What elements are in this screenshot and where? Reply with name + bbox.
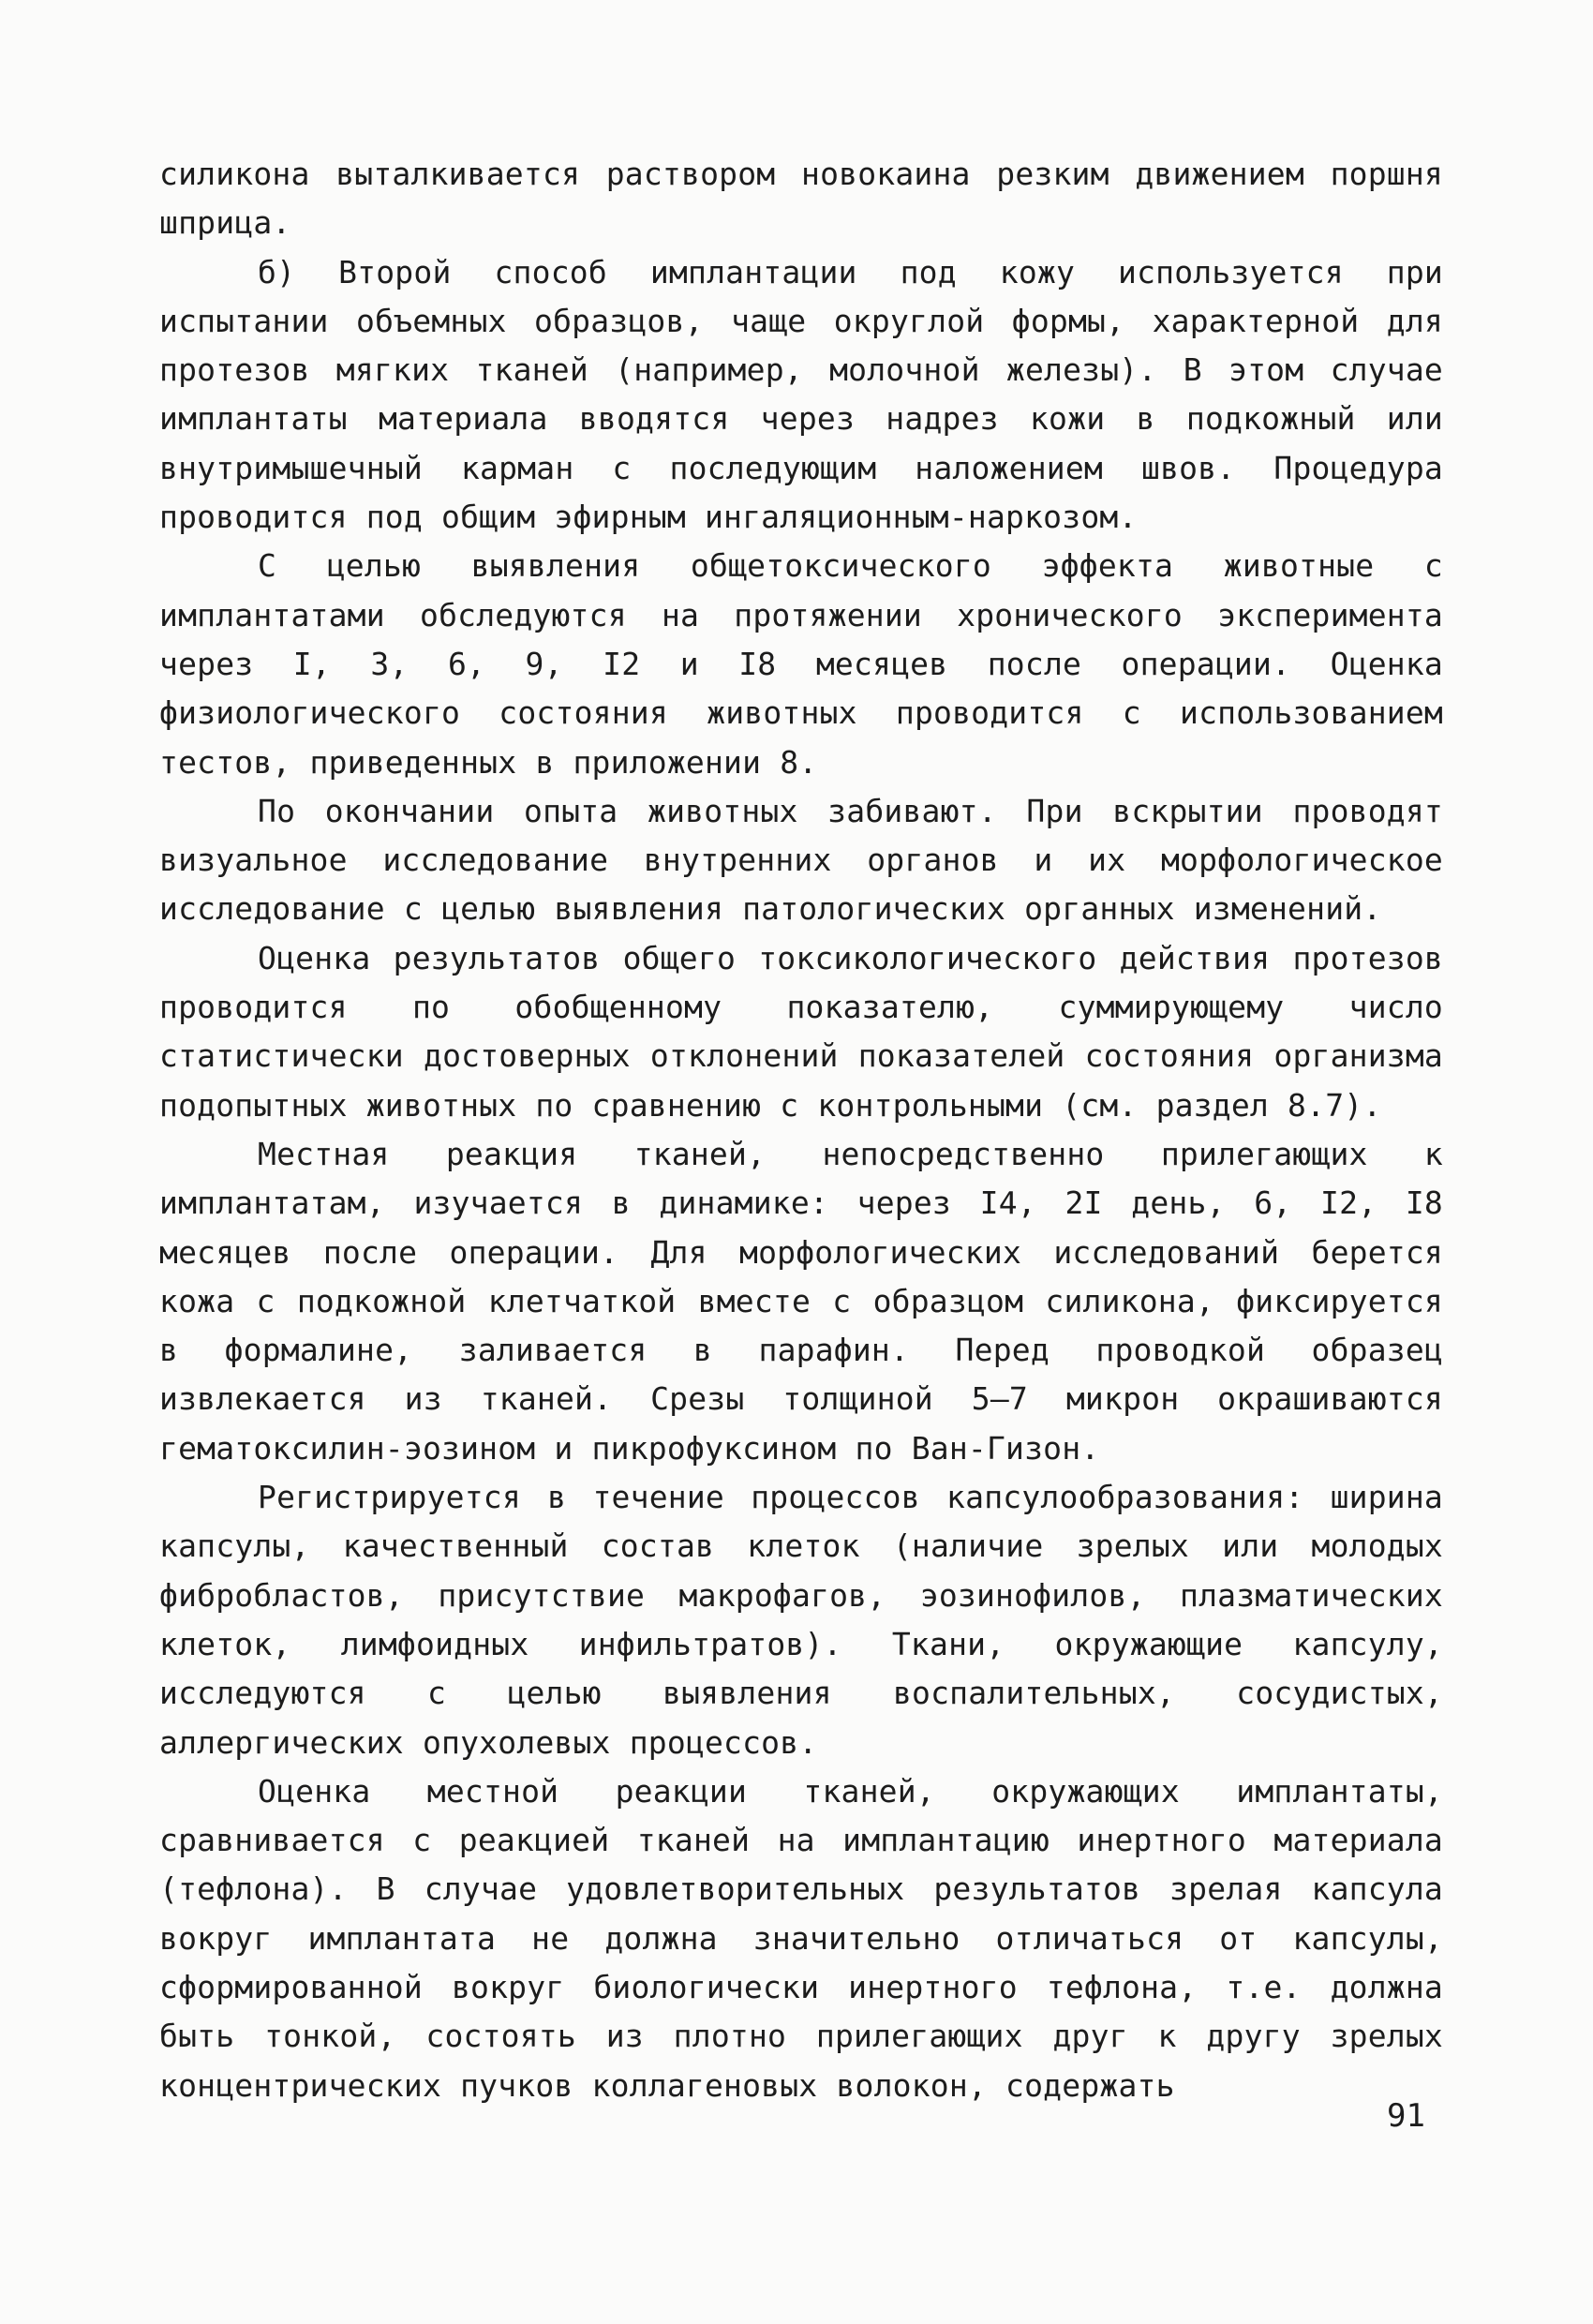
body-text — [159, 150, 1443, 2110]
paragraph-toxicological-evaluation: Оценка результатов общего токсикологического действия протезов проводится по обобщенному показателю, суммирующему число статистически достоверных отклонений показателей состояния организма подопытных животных по сравнению с контрольными (см. раздел 8.7). — [159, 939, 1443, 1124]
paragraph-local-reaction: Местная реакция тканей, непосредственно прилегающих к имплантатам, изучается в динамике: через I4, 2I день, 6, I2, I8 месяцев после операции. Для морфологических исследований берется кожа с подкожной клетчаткой вместе с образцом силикона, фиксируется в формалине, заливается в парафин. Перед проводкой образец извлекается из тканей. Срезы толщиной 5–7 микрон окрашиваются гематоксилин-эозином и пикрофуксином по Ван-Гизон. — [159, 1135, 1443, 1467]
paragraph-capsule-registration: Регистрируется в течение процессов капсулообразования: ширина капсулы, качественный состав клеток (наличие зрелых или молодых фибробластов, присутствие макрофагов, эозинофилов, плазматических клеток, лимфоидных инфильтратов). Ткани, окружающие капсулу, исследуются с целью выявления воспалительных, сосудистых, аллергических опухолевых процессов. — [159, 1479, 1443, 1761]
paragraph-continuation: силикона выталкивается раствором новокаина резким движением поршня шприца. — [159, 156, 1443, 242]
paragraph-local-reaction-evaluation: Оценка местной реакции тканей, окружающих имплантаты, сравнивается с реакцией тканей на имплантацию инертного материала (тефлона). В случае удовлетворительных результатов зрелая капсула вокруг имплантата не должна значительно отличаться от капсулы, сформированной вокруг биологически инертного тефлона, т.е. должна быть тонкой, состоять из плотно прилегающих друг к другу зрелых концентрических пучков коллагеновых волокон, содержать — [159, 1772, 1443, 2104]
paragraph-general-toxic-effect: С целью выявления общетоксического эффекта животные с имплантатами обследуются на протяжении хронического эксперимента через I, 3, 6, 9, I2 и I8 месяцев после операции. Оценка физиологического состояния животных проводится с использованием тестов, приведенных в приложении 8. — [159, 547, 1443, 781]
paragraph-end-of-experiment: По окончании опыта животных забивают. При вскрытии проводят визуальное исследование внутренних органов и их морфологическое исследование с целью выявления патологических органных изменений. — [159, 792, 1443, 928]
page-number: 91 — [1387, 2097, 1425, 2135]
paragraph-second-method: б) Второй способ имплантации под кожу используется при испытании объемных образцов, чаще округлой формы, характерной для протезов мягких тканей (например, молочной железы). В этом случае имплантаты материала вводятся через надрез кожи в подкожный или внутримышечный карман с последующим наложением швов. Процедура проводится под общим эфирным ингаляционным-наркозом. — [159, 253, 1443, 536]
